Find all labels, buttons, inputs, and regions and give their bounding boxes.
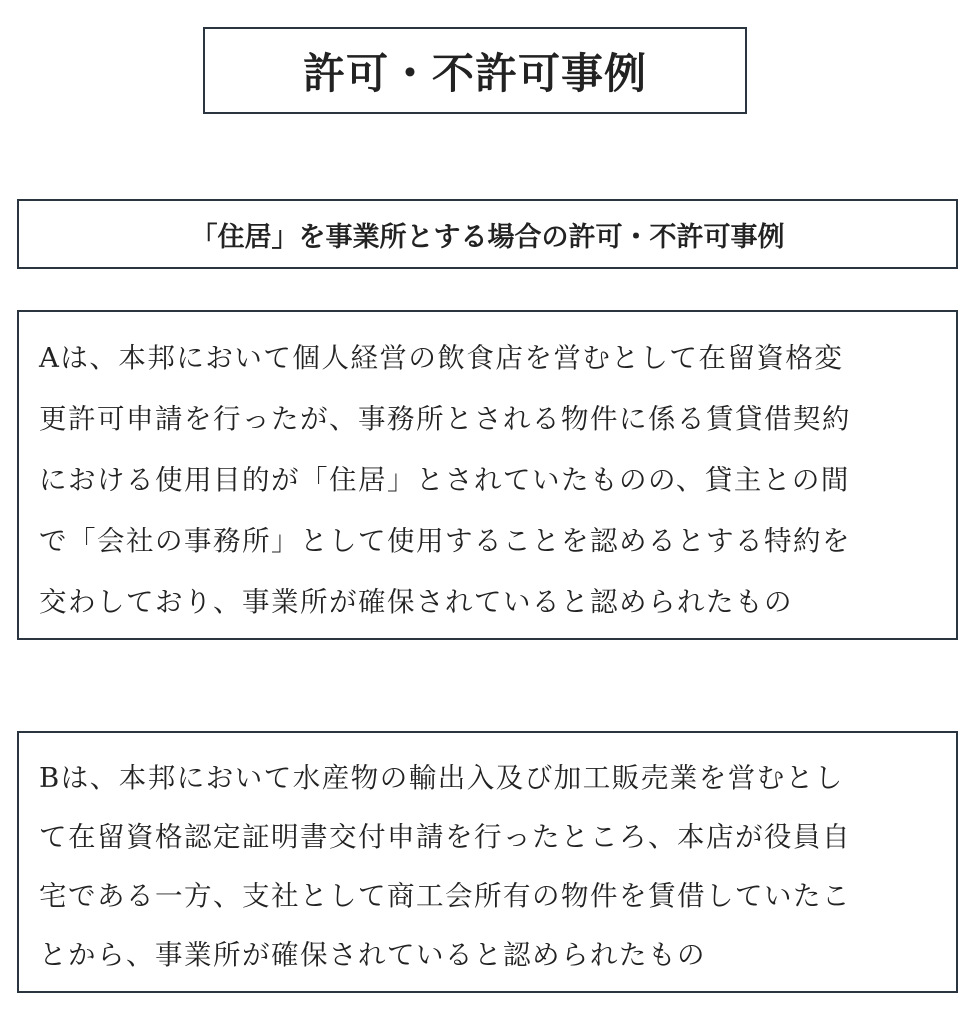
case-a-line: 更許可申請を行ったが、事務所とされる物件に係る賃貸借契約 xyxy=(39,403,851,435)
case-a-line: 交わしており、事業所が確保されていると認められたもの xyxy=(39,586,793,618)
case-b-line: 宅である一方、支社として商工会所有の物件を賃借していたこ xyxy=(39,880,851,912)
section-heading: 「住居」を事業所とする場合の許可・不許可事例 xyxy=(190,221,785,253)
page-title-box xyxy=(203,27,747,114)
case-a-box xyxy=(17,310,958,640)
case-a-line: Aは、本邦において個人経営の飲食店を営むとして在留資格変 xyxy=(39,342,844,374)
case-b-line: とから、事業所が確保されていると認められたもの xyxy=(39,939,706,971)
case-b-box xyxy=(17,731,958,993)
case-a-line: で「会社の事務所」として使用することを認めるとする特約を xyxy=(39,525,851,557)
page-title: 許可・不許可事例 xyxy=(302,48,647,98)
section-heading-box xyxy=(17,199,958,269)
case-a-line: における使用目的が「住居」とされていたものの、貸主との間 xyxy=(39,464,850,496)
case-b-line: て在留資格認定証明書交付申請を行ったところ、本店が役員自 xyxy=(39,821,851,853)
case-b-line: Bは、本邦において水産物の輸出入及び加工販売業を営むとし xyxy=(39,762,844,794)
